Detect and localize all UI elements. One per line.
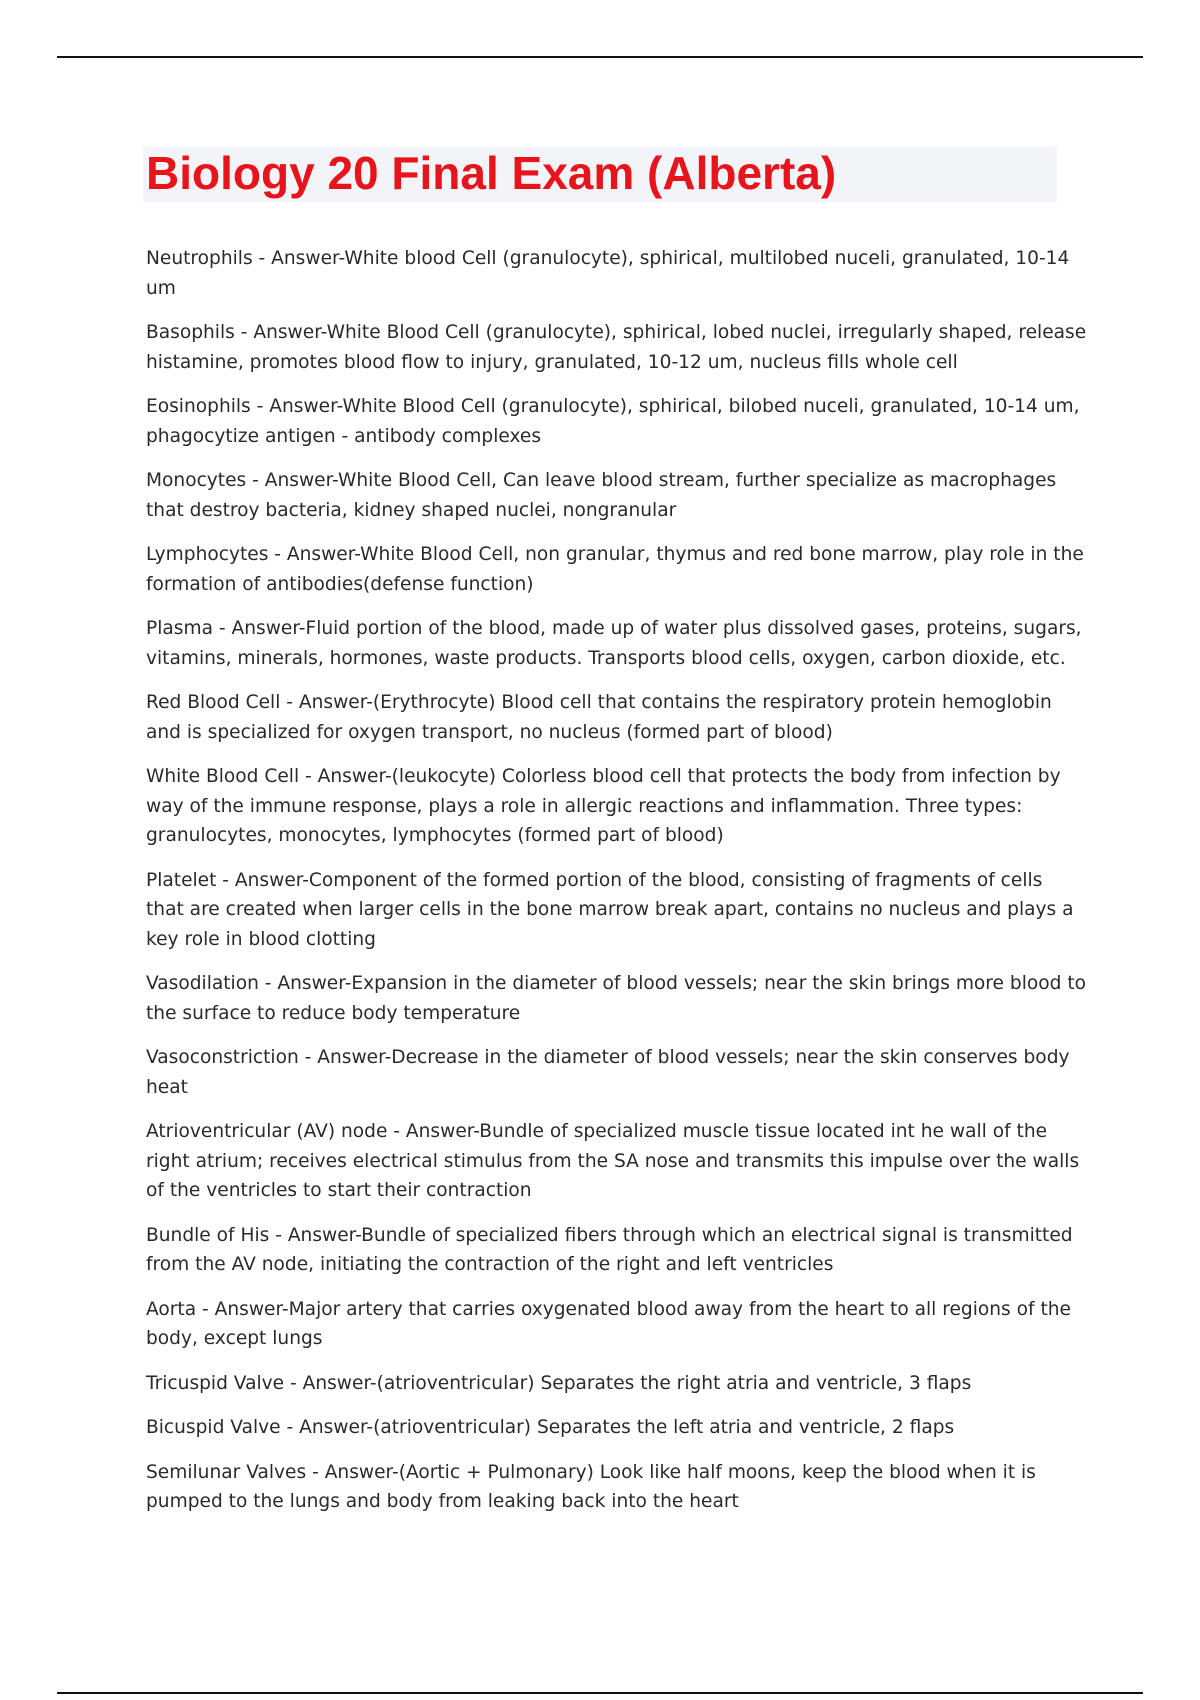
flashcard-list: [146, 244, 1087, 1532]
entry-line: Bundle of His - Answer-Bundle of specialized fibers through which an electrical signal is transmitted: [146, 1224, 1073, 1246]
flashcard-entry: [146, 540, 1084, 599]
entry-line: Vasodilation - Answer-Expansion in the diameter of blood vessels; near the skin brings more blood to: [146, 973, 1086, 994]
flashcard-entry: [146, 392, 1080, 451]
entry-line: and is specialized for oxygen transport, no nucleus (formed part of blood): [146, 721, 833, 743]
entry-line: Eosinophils - Answer-White Blood Cell (granulocyte), sphirical, bilobed nuceli, granulated, 10-14 um,: [146, 396, 1080, 417]
entry-line: granulocytes, monocytes, lymphocytes (formed part of blood): [146, 825, 724, 846]
flashcard-entry: [146, 866, 1074, 955]
entry-line: Neutrophils - Answer-White blood Cell (granulocyte), sphirical, multilobed nuceli, granulated, 10-14: [146, 248, 1070, 269]
entry-line: that destroy bacteria, kidney shaped nuclei, nongranular: [146, 499, 677, 521]
entry-line: um: [146, 277, 176, 299]
entry-line: right atrium; receives electrical stimulus from the SA nose and transmits this impulse over the walls: [146, 1150, 1080, 1172]
flashcard-entry: [146, 466, 1058, 525]
entry-line: from the AV node, initiating the contraction of the right and left ventricles: [146, 1254, 834, 1275]
flashcard-entry: [146, 969, 1086, 1028]
entry-line: Basophils - Answer-White Blood Cell (granulocyte), sphirical, lobed nuclei, irregularly shaped, release: [146, 322, 1087, 343]
flashcard-entry: [146, 1413, 1058, 1443]
flashcard-entry: [146, 1221, 1073, 1280]
flashcard-entry: [146, 1117, 1080, 1206]
entry-line: Platelet - Answer-Component of the formed portion of the blood, consisting of fragments of cells: [146, 869, 1043, 891]
flashcard-entry: [146, 614, 1082, 673]
entry-line: phagocytize antigen - antibody complexes: [146, 425, 542, 447]
entry-line: Red Blood Cell - Answer-(Erythrocyte) Blood cell that contains the respiratory protein hemoglobin: [146, 692, 1052, 713]
entry-line: of the ventricles to start their contraction: [146, 1180, 532, 1201]
entry-line: White Blood Cell - Answer-(leukocyte) Colorless blood cell that protects the body from infection by: [146, 766, 1061, 787]
entry-line: formation of antibodies(defense function): [146, 573, 534, 595]
entry-line: Monocytes - Answer-White Blood Cell, Can leave blood stream, further specialize as macrophages: [146, 470, 1057, 491]
document-title: Biology 20 Final Exam (Alberta): [146, 147, 837, 199]
entry-line: that are created when larger cells in the bone marrow break apart, contains no nucleus and plays a: [146, 899, 1074, 920]
flashcard-entry: [146, 318, 1087, 377]
flashcard-entry: [146, 1043, 1070, 1102]
entry-line: pumped to the lungs and body from leaking back into the heart: [146, 1491, 739, 1512]
entry-line: way of the immune response, plays a role in allergic reactions and inflammation. Three types:: [146, 795, 1023, 817]
flashcard-entry: [146, 762, 1061, 851]
entry-line: Aorta - Answer-Major artery that carries oxygenated blood away from the heart to all regions of the: [146, 1298, 1071, 1320]
entry-line: Bicuspid Valve - Answer-(atrioventricular) Separates the left atria and ventricle, 2 flaps: [146, 1417, 955, 1438]
entry-line: vitamins, minerals, hormones, waste products. Transports blood cells, oxygen, carbon dioxide, etc.: [146, 647, 1066, 669]
entry-line: Tricuspid Valve - Answer-(atrioventricular) Separates the right atria and ventricle, 3 flaps: [146, 1372, 972, 1394]
entry-line: histamine, promotes blood flow to injury, granulated, 10-12 um, nucleus fills whole cell: [146, 351, 958, 373]
flashcard-entry: [146, 688, 1058, 747]
bottom-rule: [57, 1692, 1143, 1694]
flashcard-entry: [146, 1295, 1071, 1354]
entry-line: Atrioventricular (AV) node - Answer-Bundle of specialized muscle tissue located int he wall of the: [146, 1121, 1048, 1142]
entry-line: Semilunar Valves - Answer-(Aortic + Pulmonary) Look like half moons, keep the blood when it is: [146, 1461, 1036, 1483]
flashcard-entry: [146, 244, 1070, 303]
entry-line: the surface to reduce body temperature: [146, 1002, 521, 1024]
entry-line: Vasoconstriction - Answer-Decrease in the diameter of blood vessels; near the skin conserves body: [146, 1047, 1070, 1068]
entry-line: Plasma - Answer-Fluid portion of the blood, made up of water plus dissolved gases, proteins, sugars,: [146, 618, 1082, 639]
entry-line: body, except lungs: [146, 1328, 323, 1349]
top-rule: [57, 56, 1143, 58]
entry-line: heat: [146, 1076, 188, 1098]
entry-line: Lymphocytes - Answer-White Blood Cell, non granular, thymus and red bone marrow, play role in the: [146, 544, 1084, 565]
flashcard-entry: [146, 1369, 1058, 1399]
entry-line: key role in blood clotting: [146, 928, 376, 950]
flashcard-entry: [146, 1458, 1058, 1517]
